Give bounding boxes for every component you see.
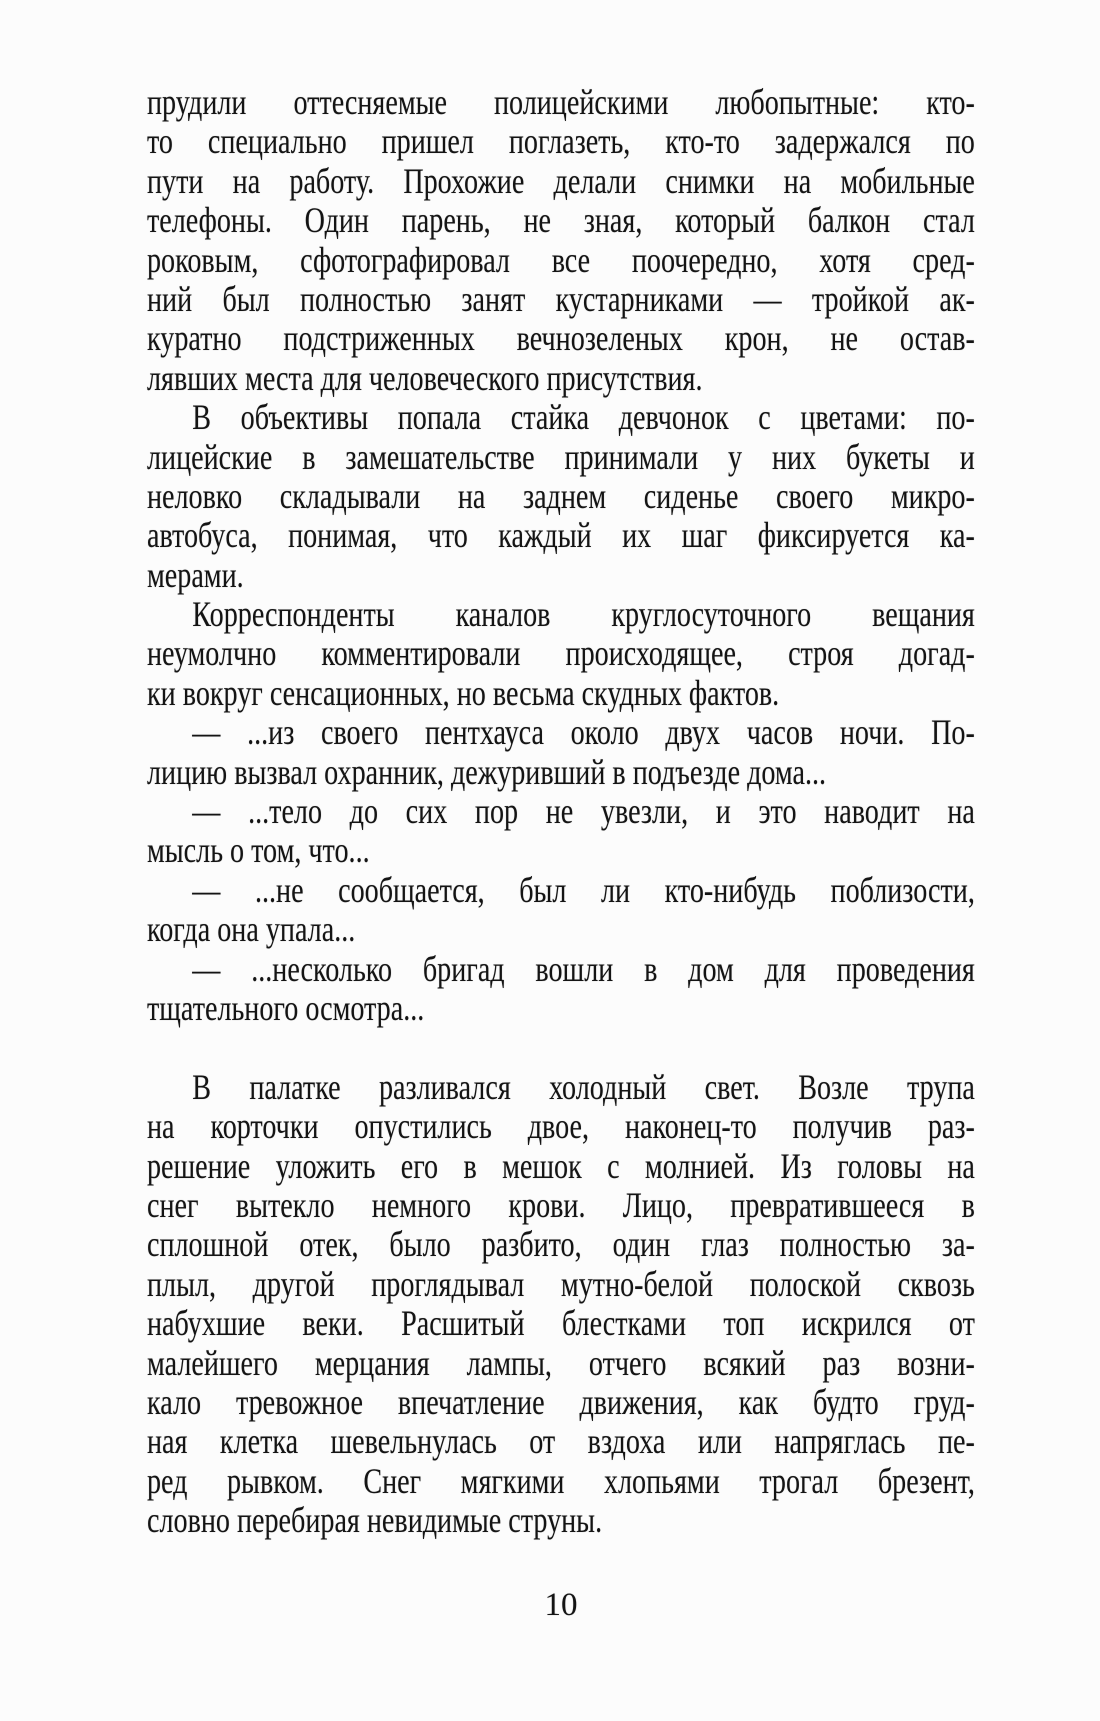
text-line: тщательного осмотра... xyxy=(147,987,425,1028)
text-line: В объективы попала стайка девчонок с цветами: по- xyxy=(192,397,975,438)
paragraph xyxy=(147,83,975,398)
text-line: неловко складывали на заднем сиденье своего микро- xyxy=(147,475,975,516)
text-line: лявших места для человеческого присутствия. xyxy=(147,357,703,398)
text-line: лицию вызвал охранник, дежуривший в подъезде дома... xyxy=(147,751,827,792)
text-line: словно перебирая невидимые струны. xyxy=(147,1500,603,1541)
text-line: сплошной отек, было разбито, один глаз полностью за- xyxy=(147,1224,975,1265)
text-line: телефоны. Один парень, не зная, который балкон стал xyxy=(147,200,975,241)
page-text xyxy=(147,83,975,1540)
paragraph xyxy=(147,950,975,1029)
text-line: роковым, сфотографировал все поочередно, хотя сред- xyxy=(147,239,975,280)
paragraph xyxy=(147,713,975,792)
text-line: Корреспонденты каналов круглосуточного вещания xyxy=(192,594,975,635)
paragraph xyxy=(147,792,975,871)
text-line: кало тревожное впечатление движения, как будто груд- xyxy=(147,1381,975,1422)
text-line: набухшие веки. Расшитый блестками топ искрился от xyxy=(147,1303,975,1344)
text-line: куратно подстриженных вечнозеленых крон, не остав- xyxy=(147,318,975,359)
text-line: ред рывком. Снег мягкими хлопьями трогал брезент, xyxy=(147,1460,975,1501)
text-line: ний был полностью занят кустарниками — тройкой ак- xyxy=(147,278,975,319)
text-line: — ...несколько бригад вошли в дом для проведения xyxy=(192,948,975,989)
paragraph xyxy=(147,1068,975,1541)
text-line: ная клетка шевельнулась от вздоха или напряглась пе- xyxy=(147,1421,975,1462)
text-line: прудили оттесняемые полицейскими любопытные: кто- xyxy=(147,82,975,122)
paragraph xyxy=(147,398,975,595)
text-line: решение уложить его в мешок с молнией. Из головы на xyxy=(147,1145,975,1186)
text-line: — ...не сообщается, был ли кто-нибудь поблизости, xyxy=(192,869,975,910)
text-line: малейшего мерцания лампы, отчего всякий раз возни- xyxy=(147,1342,975,1383)
text-line: когда она упала... xyxy=(147,909,356,950)
text-line: В палатке разливался холодный свет. Возле трупа xyxy=(192,1066,975,1107)
page-number: 10 xyxy=(544,1587,578,1623)
text-line: снег вытекло немного крови. Лицо, превратившееся в xyxy=(147,1184,975,1225)
paragraph xyxy=(147,871,975,950)
paragraph xyxy=(147,595,975,713)
text-line: мерами. xyxy=(147,554,244,595)
text-line: на корточки опустились двое, наконец-то получив раз- xyxy=(147,1106,975,1147)
text-line: неумолчно комментировали происходящее, строя догад- xyxy=(147,633,975,674)
text-line: автобуса, понимая, что каждый их шаг фиксируется ка- xyxy=(147,515,975,556)
text-line: ки вокруг сенсационных, но весьма скудных фактов. xyxy=(147,672,780,713)
text-line: мысль о том, что... xyxy=(147,830,370,871)
text-line: то специально пришел поглазеть, кто-то задержался по xyxy=(147,121,975,162)
text-line: пути на работу. Прохожие делали снимки на мобильные xyxy=(147,160,975,201)
text-line: плыл, другой проглядывал мутно-белой полоской сквозь xyxy=(147,1263,975,1304)
text-line: лицейские в замешательстве принимали у них букеты и xyxy=(147,436,975,477)
text-line: — ...из своего пентхауса около двух часов ночи. По- xyxy=(192,712,975,753)
text-line: — ...тело до сих пор не увезли, и это наводит на xyxy=(192,791,975,832)
